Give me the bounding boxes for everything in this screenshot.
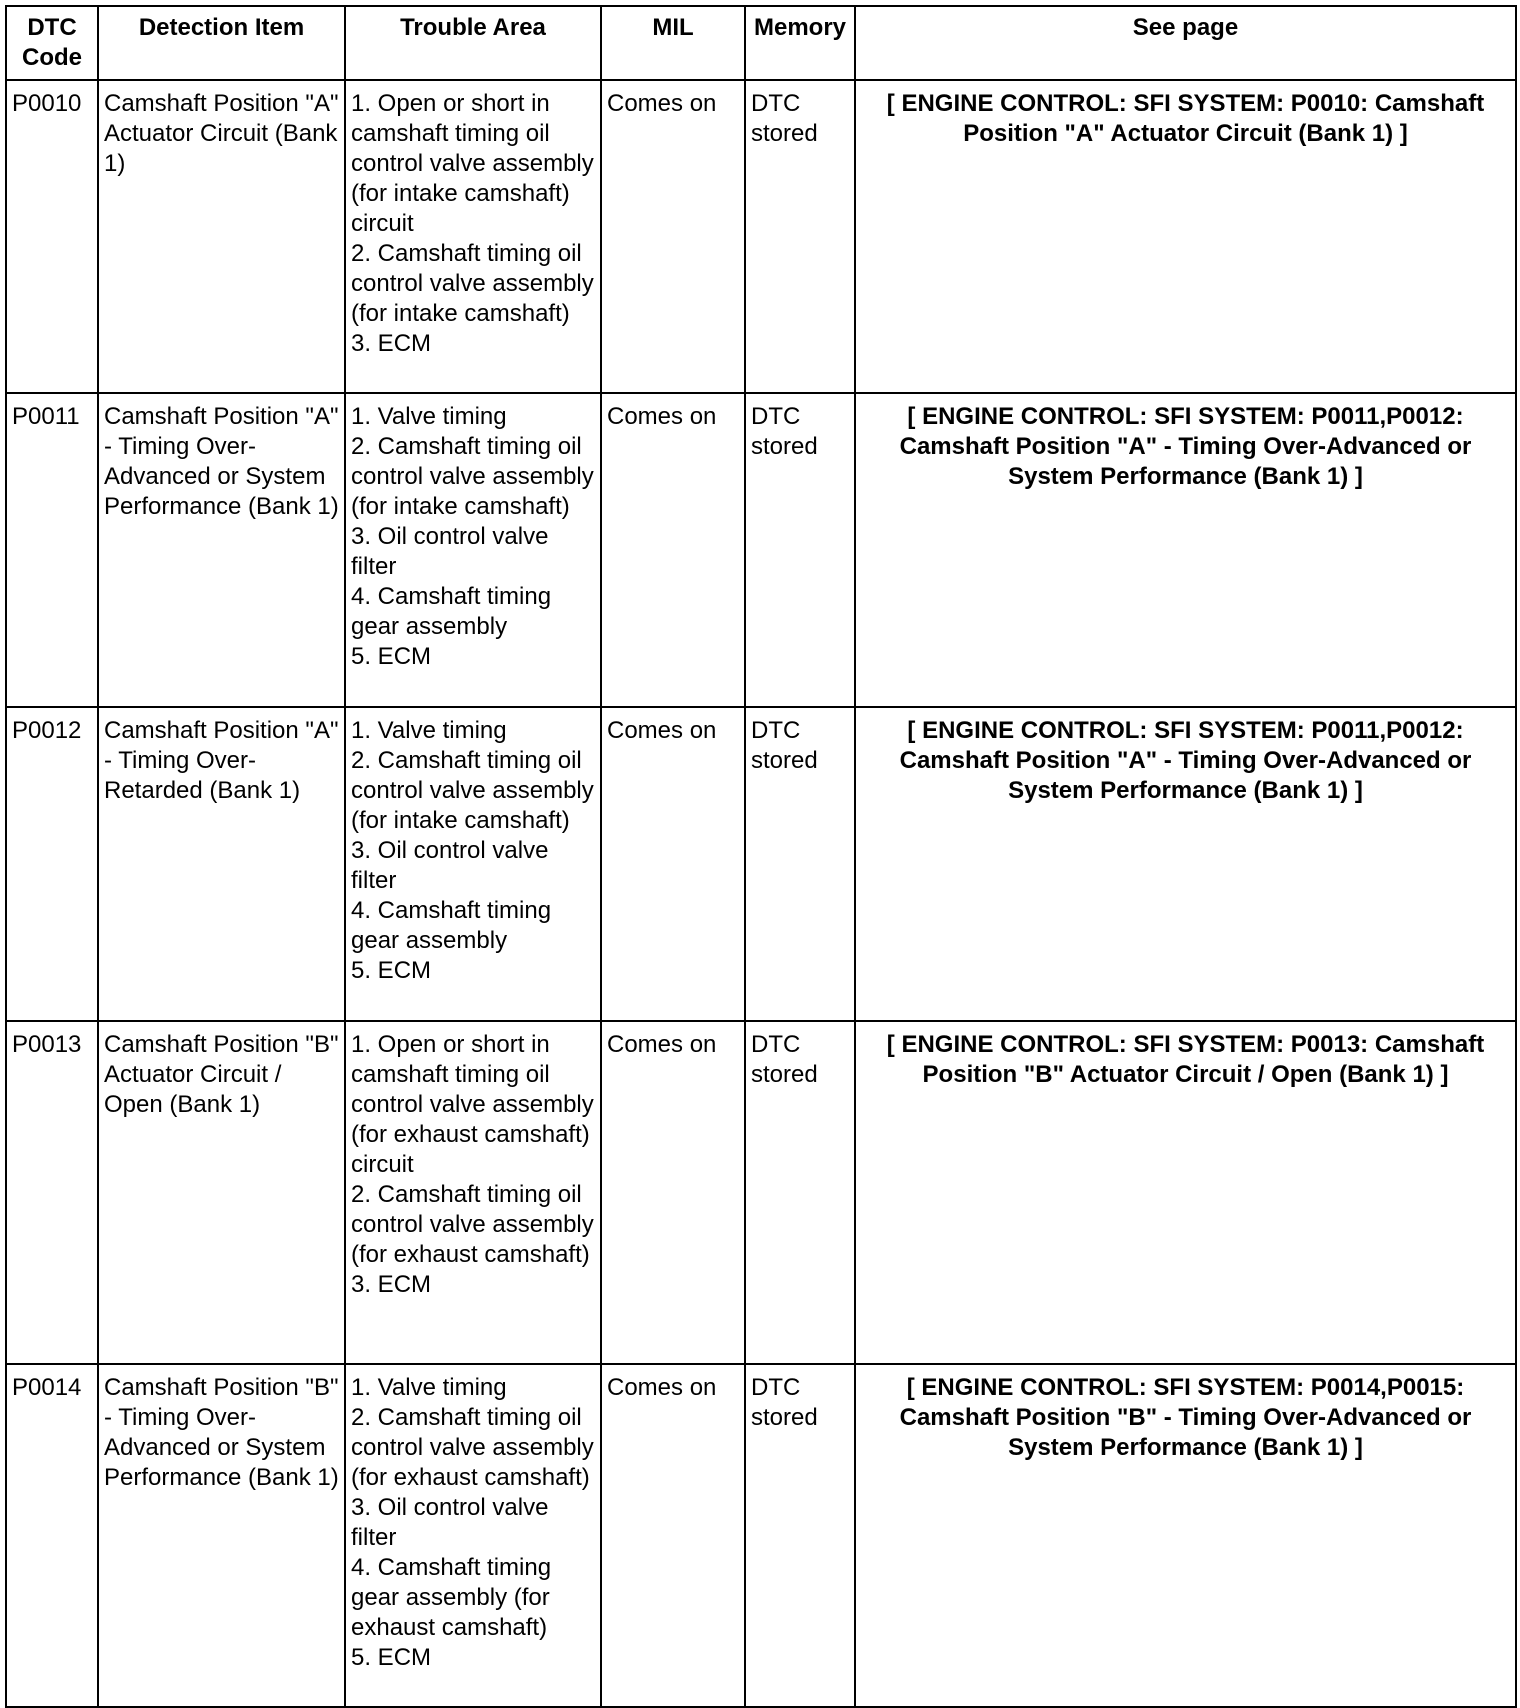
- memory-cell: DTC stored: [745, 1021, 855, 1364]
- header-see-page: See page: [855, 6, 1516, 80]
- trouble-area-cell: [345, 393, 601, 707]
- trouble-area-line: 3. ECM: [351, 330, 432, 357]
- detection-item-cell: Camshaft Position "A" Actuator Circuit (Bank 1): [98, 80, 345, 393]
- table-row: [6, 1364, 1516, 1707]
- trouble-area-cell: [345, 1021, 601, 1364]
- detection-item-cell: Camshaft Position "B" - Timing Over-Advanced or System Performance (Bank 1): [98, 1364, 345, 1707]
- dtc-table-page: [5, 5, 1517, 1708]
- dtc-code-cell: P0012: [6, 707, 98, 1021]
- trouble-area-line: 2. Camshaft timing oil control valve assembly (for intake camshaft): [351, 240, 594, 327]
- header-memory: Memory: [745, 6, 855, 80]
- detection-item-cell: Camshaft Position "B" Actuator Circuit / Open (Bank 1): [98, 1021, 345, 1364]
- see-page-link[interactable]: [ ENGINE CONTROL: SFI SYSTEM: P0011,P0012: Camshaft Position "A" - Timing Over-Advanced or System Performance (Bank 1) ]: [855, 393, 1516, 707]
- trouble-area-line: 1. Valve timing: [351, 403, 507, 430]
- trouble-area-line: 4. Camshaft timing gear assembly (for exhaust camshaft): [351, 1554, 552, 1641]
- trouble-area-line: 5. ECM: [351, 957, 432, 984]
- trouble-area-line: 2. Camshaft timing oil control valve assembly (for intake camshaft): [351, 433, 594, 520]
- trouble-area-line: 4. Camshaft timing gear assembly: [351, 897, 552, 954]
- header-mil: MIL: [601, 6, 745, 80]
- mil-cell: Comes on: [601, 1364, 745, 1707]
- mil-cell: Comes on: [601, 707, 745, 1021]
- dtc-code-cell: P0010: [6, 80, 98, 393]
- trouble-area-line: 1. Valve timing: [351, 717, 507, 744]
- table-row: [6, 80, 1516, 393]
- trouble-area-line: 4. Camshaft timing gear assembly: [351, 583, 552, 640]
- table-row: [6, 1021, 1516, 1364]
- trouble-area-line: 1. Open or short in camshaft timing oil control valve assembly (for intake camshaft) circuit: [351, 90, 594, 237]
- memory-cell: DTC stored: [745, 393, 855, 707]
- dtc-code-cell: P0014: [6, 1364, 98, 1707]
- dtc-code-cell: P0011: [6, 393, 98, 707]
- trouble-area-line: 3. Oil control valve filter: [351, 1494, 549, 1551]
- see-page-link[interactable]: [ ENGINE CONTROL: SFI SYSTEM: P0013: Camshaft Position "B" Actuator Circuit / Open (Bank 1) ]: [855, 1021, 1516, 1364]
- header-trouble-area: Trouble Area: [345, 6, 601, 80]
- trouble-area-line: 3. Oil control valve filter: [351, 523, 549, 580]
- detection-item-cell: Camshaft Position "A" - Timing Over-Retarded (Bank 1): [98, 707, 345, 1021]
- trouble-area-cell: [345, 1364, 601, 1707]
- dtc-table: [5, 5, 1517, 1708]
- trouble-area-line: 3. Oil control valve filter: [351, 837, 549, 894]
- see-page-link[interactable]: [ ENGINE CONTROL: SFI SYSTEM: P0014,P0015: Camshaft Position "B" - Timing Over-Advanced or System Performance (Bank 1) ]: [855, 1364, 1516, 1707]
- header-dtc-code: DTC Code: [6, 6, 98, 80]
- header-detection-item: Detection Item: [98, 6, 345, 80]
- mil-cell: Comes on: [601, 393, 745, 707]
- table-row: [6, 707, 1516, 1021]
- trouble-area-line: 3. ECM: [351, 1271, 432, 1298]
- trouble-area-line: 1. Open or short in camshaft timing oil control valve assembly (for exhaust camshaft) circuit: [351, 1031, 594, 1178]
- mil-cell: Comes on: [601, 1021, 745, 1364]
- trouble-area-line: 5. ECM: [351, 643, 432, 670]
- mil-cell: Comes on: [601, 80, 745, 393]
- trouble-area-line: 5. ECM: [351, 1644, 432, 1671]
- dtc-code-cell: P0013: [6, 1021, 98, 1364]
- trouble-area-line: 1. Valve timing: [351, 1374, 507, 1401]
- header-row: [6, 6, 1516, 80]
- see-page-link[interactable]: [ ENGINE CONTROL: SFI SYSTEM: P0010: Camshaft Position "A" Actuator Circuit (Bank 1) ]: [855, 80, 1516, 393]
- memory-cell: DTC stored: [745, 707, 855, 1021]
- memory-cell: DTC stored: [745, 80, 855, 393]
- trouble-area-cell: [345, 707, 601, 1021]
- trouble-area-line: 2. Camshaft timing oil control valve assembly (for exhaust camshaft): [351, 1404, 594, 1491]
- trouble-area-line: 2. Camshaft timing oil control valve assembly (for exhaust camshaft): [351, 1181, 594, 1268]
- table-row: [6, 393, 1516, 707]
- memory-cell: DTC stored: [745, 1364, 855, 1707]
- detection-item-cell: Camshaft Position "A" - Timing Over-Advanced or System Performance (Bank 1): [98, 393, 345, 707]
- trouble-area-cell: [345, 80, 601, 393]
- trouble-area-line: 2. Camshaft timing oil control valve assembly (for intake camshaft): [351, 747, 594, 834]
- see-page-link[interactable]: [ ENGINE CONTROL: SFI SYSTEM: P0011,P0012: Camshaft Position "A" - Timing Over-Advanced or System Performance (Bank 1) ]: [855, 707, 1516, 1021]
